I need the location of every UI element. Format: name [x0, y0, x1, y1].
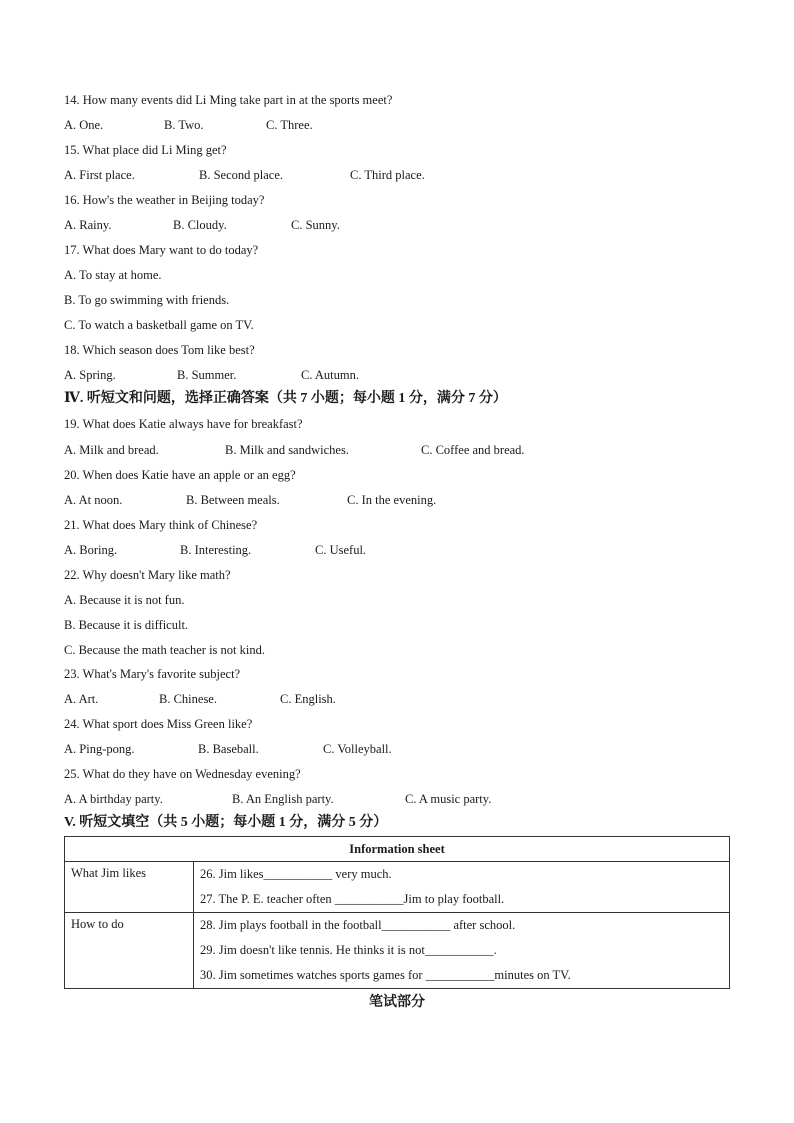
question-18: 18. Which season does Tom like best?	[64, 343, 255, 357]
table-row: 29. Jim doesn't like tennis. He thinks it is not___________.	[200, 943, 497, 957]
option-c: C. Autumn.	[301, 368, 359, 382]
table-row: 30. Jim sometimes watches sports games for ___________minutes on TV.	[200, 968, 571, 982]
question-14: 14. How many events did Li Ming take part in at the sports meet?	[64, 93, 393, 107]
option-a: A. A birthday party.	[64, 792, 163, 806]
option-22b: B. Because it is difficult.	[64, 618, 189, 632]
information-sheet-table	[64, 836, 730, 989]
option-22c: C. Because the math teacher is not kind.	[64, 643, 265, 657]
group-label-how: How to do	[65, 913, 194, 989]
table-row: 28. Jim plays football in the football___________ after school.	[200, 918, 516, 932]
option-c: C. A music party.	[405, 792, 492, 806]
option-b: B. Two.	[164, 118, 204, 132]
option-b: B. An English party.	[232, 792, 334, 806]
question-21: 21. What does Mary think of Chinese?	[64, 518, 258, 532]
option-c: C. Volleyball.	[323, 742, 392, 756]
option-c: C. Sunny.	[291, 218, 340, 232]
question-25: 25. What do they have on Wednesday evening?	[64, 767, 301, 781]
table-header: Information sheet	[65, 837, 730, 862]
group-label-likes: What Jim likes	[65, 862, 194, 913]
table-row: 26. Jim likes___________ very much.	[200, 867, 392, 881]
option-17b: B. To go swimming with friends.	[64, 293, 230, 307]
option-c: C. Three.	[266, 118, 313, 132]
question-19: 19. What does Katie always have for breakfast?	[64, 417, 303, 431]
option-a: A. Rainy.	[64, 218, 112, 232]
option-b: B. Summer.	[177, 368, 237, 382]
option-a: A. Milk and bread.	[64, 443, 159, 457]
option-a: A. One.	[64, 118, 104, 132]
section-4-title: Ⅳ. 听短文和问题，选择正确答案（共 7 小题；每小题 1 分，满分 7 分）	[64, 391, 507, 406]
table-row: 27. The P. E. teacher often ___________Jim to play football.	[200, 892, 505, 906]
option-a: A. Boring.	[64, 543, 118, 557]
option-b: B. Chinese.	[159, 692, 217, 706]
option-17c: C. To watch a basketball game on TV.	[64, 318, 254, 332]
group-rows-how	[194, 913, 730, 989]
question-17: 17. What does Mary want to do today?	[64, 243, 259, 257]
option-b: B. Interesting.	[180, 543, 252, 557]
question-20: 20. When does Katie have an apple or an egg?	[64, 468, 296, 482]
option-a: A. Spring.	[64, 368, 116, 382]
question-16: 16. How's the weather in Beijing today?	[64, 193, 265, 207]
option-c: C. Third place.	[350, 168, 425, 182]
option-22a: A. Because it is not fun.	[64, 593, 185, 607]
question-23: 23. What's Mary's favorite subject?	[64, 667, 241, 681]
option-b: B. Baseball.	[198, 742, 259, 756]
option-c: C. In the evening.	[347, 493, 437, 507]
option-c: C. Coffee and bread.	[421, 443, 525, 457]
option-a: A. First place.	[64, 168, 135, 182]
option-b: B. Second place.	[199, 168, 284, 182]
question-15: 15. What place did Li Ming get?	[64, 143, 227, 157]
option-c: C. Useful.	[315, 543, 367, 557]
question-24: 24. What sport does Miss Green like?	[64, 717, 253, 731]
option-b: B. Between meals.	[186, 493, 280, 507]
option-b: B. Milk and sandwiches.	[225, 443, 349, 457]
option-a: A. Art.	[64, 692, 99, 706]
option-c: C. English.	[280, 692, 336, 706]
question-22: 22. Why doesn't Mary like math?	[64, 568, 231, 582]
option-17a: A. To stay at home.	[64, 268, 162, 282]
option-a: A. At noon.	[64, 493, 123, 507]
group-rows-likes	[194, 862, 730, 913]
section-5-title: V. 听短文填空（共 5 小题；每小题 1 分，满分 5 分）	[64, 815, 388, 830]
option-b: B. Cloudy.	[173, 218, 227, 232]
written-section-title: 笔试部分	[369, 995, 425, 1010]
option-a: A. Ping-pong.	[64, 742, 135, 756]
